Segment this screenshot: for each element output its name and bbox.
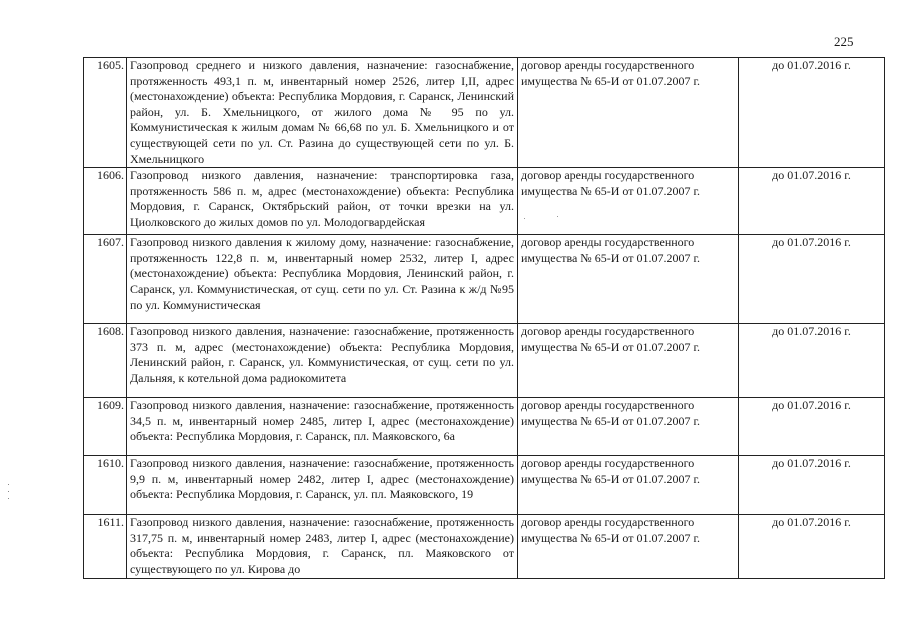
row-number: 1605. bbox=[84, 58, 127, 168]
table-row bbox=[84, 168, 885, 235]
lease-term: до 01.07.2016 г. bbox=[739, 398, 885, 456]
object-description: Газопровод низкого давления, назначение: газоснабжение, протяженность 373 п. м, адрес (местонахождение) объекта: Республика Мордовия, Ленинский район, г. Саранск, ул. Коммунистическая, от сущ. сети по ул. Дальняя, к котельной дома радиокомитета bbox=[127, 324, 518, 398]
lease-term: до 01.07.2016 г. bbox=[739, 235, 885, 324]
object-description: Газопровод низкого давления к жилому дому, назначение: газоснабжение, протяженность 122,8 п. м, инвентарный номер 2532, литер I, адрес (местонахождение) объекта: Республика Мордовия, Ленинский район, г. Саранск, ул. Коммунистическая, от сущ. сети по ул. Ст. Разина к ж/д №95 по ул. Коммунистическая bbox=[127, 235, 518, 324]
lease-term: до 01.07.2016 г. bbox=[739, 515, 885, 578]
object-description: Газопровод среднего и низкого давления, назначение: газоснабжение, протяженность 493,1 п. м, инвентарный номер 2526, литер I,II, адрес (местонахождение) объекта: Республика Мордовия, г. Саранск, Ленинский район, ул. Б. Хмельницкого, от жилого дома № 95 по ул. Коммунистическая к жилым домам № 66,68 по ул. Б. Хмельницкого и от существующей сети по ул. Ст. Разина до существующей сети по ул. Б. Хмельницкого bbox=[127, 58, 518, 168]
row-number: 1607. bbox=[84, 235, 127, 324]
lease-term: до 01.07.2016 г. bbox=[739, 456, 885, 515]
lease-agreement: договор аренды государственного имущества № 65-И от 01.07.2007 г. bbox=[518, 398, 739, 456]
table-row bbox=[84, 58, 885, 168]
scan-margin-marks bbox=[6, 484, 12, 504]
object-description: Газопровод низкого давления, назначение: газоснабжение, протяженность 34,5 п. м, инвентарный номер 2485, литер I, адрес (местонахождение) объекта: Республика Мордовия, г. Саранск, пл. Маяковского, 6а bbox=[127, 398, 518, 456]
row-number: 1608. bbox=[84, 324, 127, 398]
object-description: Газопровод низкого давления, назначение: газоснабжение, протяженность 317,75 п. м, инвентарный номер 2483, литер I, адрес (местонахождение) объекта: Республика Мордовия, г. Саранск, пл. Маяковского от существующего по ул. Кирова до bbox=[127, 515, 518, 578]
table-row bbox=[84, 515, 885, 578]
scan-speck bbox=[557, 216, 558, 217]
table-row bbox=[84, 235, 885, 324]
table-row bbox=[84, 456, 885, 515]
page-number: 225 bbox=[834, 34, 854, 49]
lease-agreement: договор аренды государственного имущества № 65-И от 01.07.2007 г. bbox=[518, 456, 739, 515]
row-number: 1606. bbox=[84, 168, 127, 235]
scan-speck bbox=[524, 218, 525, 219]
lease-agreement: договор аренды государственного имущества № 65-И от 01.07.2007 г. bbox=[518, 235, 739, 324]
lease-agreement: договор аренды государственного имущества № 65-И от 01.07.2007 г. bbox=[518, 168, 739, 235]
lease-agreement: договор аренды государственного имущества № 65-И от 01.07.2007 г. bbox=[518, 515, 739, 578]
table-row bbox=[84, 324, 885, 398]
row-number: 1611. bbox=[84, 515, 127, 578]
object-description: Газопровод низкого давления, назначение: газоснабжение, протяженность 9,9 п. м, инвентарный номер 2482, литер I, адрес (местонахождение) объекта: Республика Мордовия, г. Саранск, ул. пл. Маяковского, 19 bbox=[127, 456, 518, 515]
table-row bbox=[84, 398, 885, 456]
row-number: 1609. bbox=[84, 398, 127, 456]
property-registry-table bbox=[83, 57, 885, 579]
lease-term: до 01.07.2016 г. bbox=[739, 168, 885, 235]
object-description: Газопровод низкого давления, назначение: транспортировка газа, протяженность 586 п. м, адрес (местонахождение) объекта: Республика Мордовия, г. Саранск, Октябрьский район, от точки врезки на ул. Циолковского до жилых домов по ул. Молодогвардейская bbox=[127, 168, 518, 235]
lease-term: до 01.07.2016 г. bbox=[739, 324, 885, 398]
row-number: 1610. bbox=[84, 456, 127, 515]
lease-agreement: договор аренды государственного имущества № 65-И от 01.07.2007 г. bbox=[518, 324, 739, 398]
lease-agreement: договор аренды государственного имущества № 65-И от 01.07.2007 г. bbox=[518, 58, 739, 168]
lease-term: до 01.07.2016 г. bbox=[739, 58, 885, 168]
